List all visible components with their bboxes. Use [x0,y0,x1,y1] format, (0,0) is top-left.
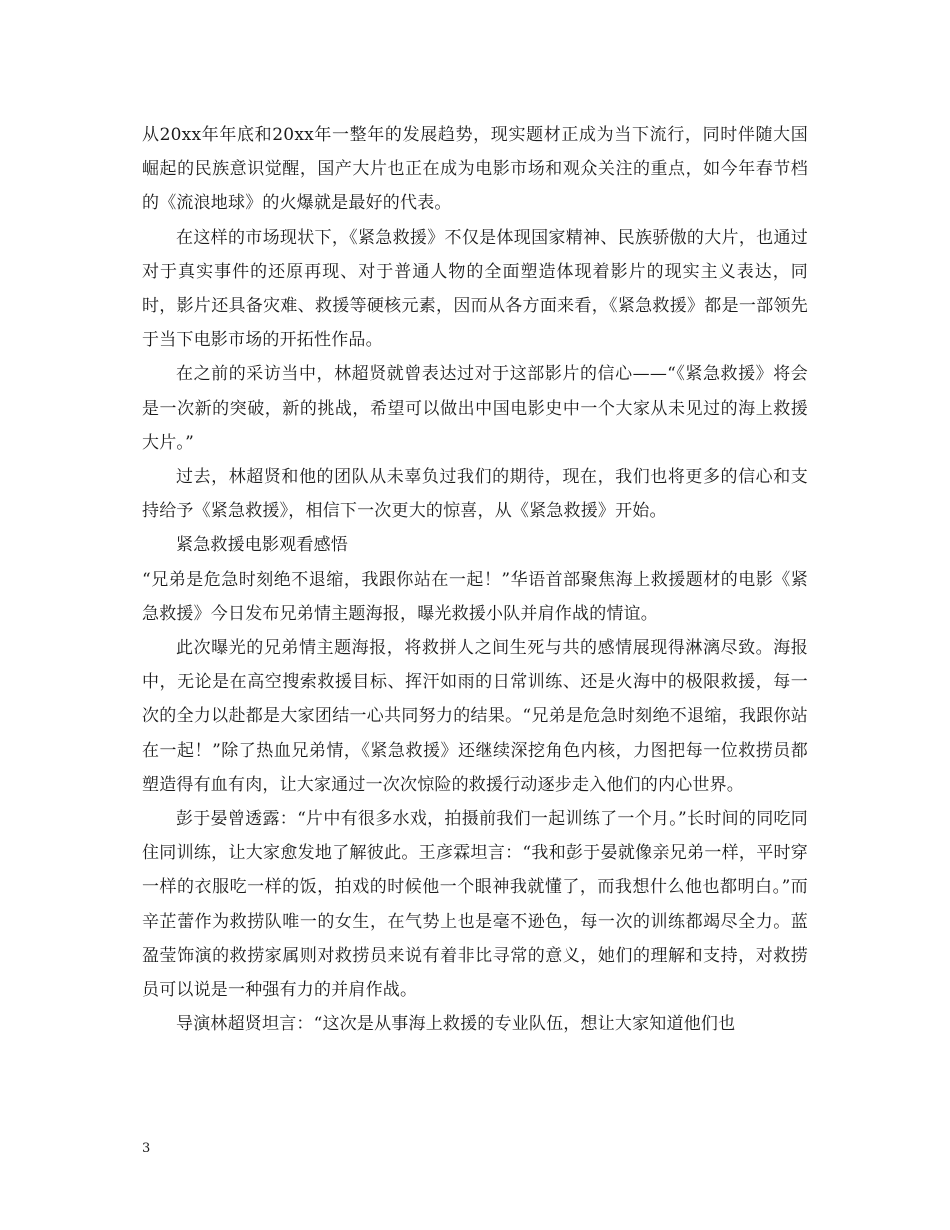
section-heading: 紧急救援电影观看感悟 [176,535,348,556]
paragraph-7: 彭于晏曾透露：“片中有很多水戏，拍摄前我们一起训练了一个月。”长时间的同吃同住同训练，让大家愈发地了解彼此。王彦霖坦言：“我和彭于晏就像亲兄弟一样，平时穿一样的衣服吃一样的饭，拍戏的时候他一个眼神我就懂了，而我想什么他也都明白。”而辛芷蕾作为救捞队唯一的女生，在气势上也是毫不逊色，每一次的训练都竭尽全力。蓝盈莹饰演的救捞家属则对救捞员来说有着非比寻常的意义，她们的理解和支持，对救捞员可以说是一种强有力的并肩作战。 [142,809,808,1001]
paragraph-6: 此次曝光的兄弟情主题海报，将救拼人之间生死与共的感情展现得淋漓尽致。海报中，无论是在高空搜索救援目标、挥汗如雨的日常训练、还是火海中的极限救援，每一次的全力以赴都是大家团结一心共同努力的结果。“兄弟是危急时刻绝不退缩，我跟你站在一起！”除了热血兄弟情，《紧急救援》还继续深挖角色内核，力图把每一位救捞员都塑造得有血有肉，让大家通过一次次惊险的救援行动逐步走入他们的内心世界。 [142,638,808,795]
paragraph-8: 导演林超贤坦言：“这次是从事海上救援的专业队伍，想让大家知道他们也 [176,1014,736,1035]
page-number: 3 [142,1141,151,1156]
paragraph-3: 在之前的采访当中，林超贤就曾表达过对于这部影片的信心——“《紧急救援》将会是一次新的突破，新的挑战，希望可以做出中国电影史中一个大家从未见过的海上救援大片。” [142,364,808,453]
paragraph-5: “兄弟是危急时刻绝不退缩，我跟你站在一起！”华语首部聚焦海上救援题材的电影《紧急救援》今日发布兄弟情主题海报，曝光救援小队并肩作战的情谊。 [142,569,808,624]
paragraph-4: 过去，林超贤和他的团队从未辜负过我们的期待，现在，我们也将更多的信心和支持给予《紧急救援》，相信下一次更大的惊喜，从《紧急救援》开始。 [142,467,808,522]
document-body [142,118,808,1041]
paragraph-1: 从20xx年年底和20xx年一整年的发展趋势，现实题材正成为当下流行，同时伴随大国崛起的民族意识觉醒，国产大片也正在成为电影市场和观众关注的重点，如今年春节档的《流浪地球》的火爆就是最好的代表。 [142,125,808,214]
paragraph-2: 在这样的市场现状下，《紧急救援》不仅是体现国家精神、民族骄傲的大片，也通过对于真实事件的还原再现、对于普通人物的全面塑造体现着影片的现实主义表达，同时，影片还具备灾难、救援等硬核元素，因而从各方面来看，《紧急救援》都是一部领先于当下电影市场的开拓性作品。 [142,227,808,351]
